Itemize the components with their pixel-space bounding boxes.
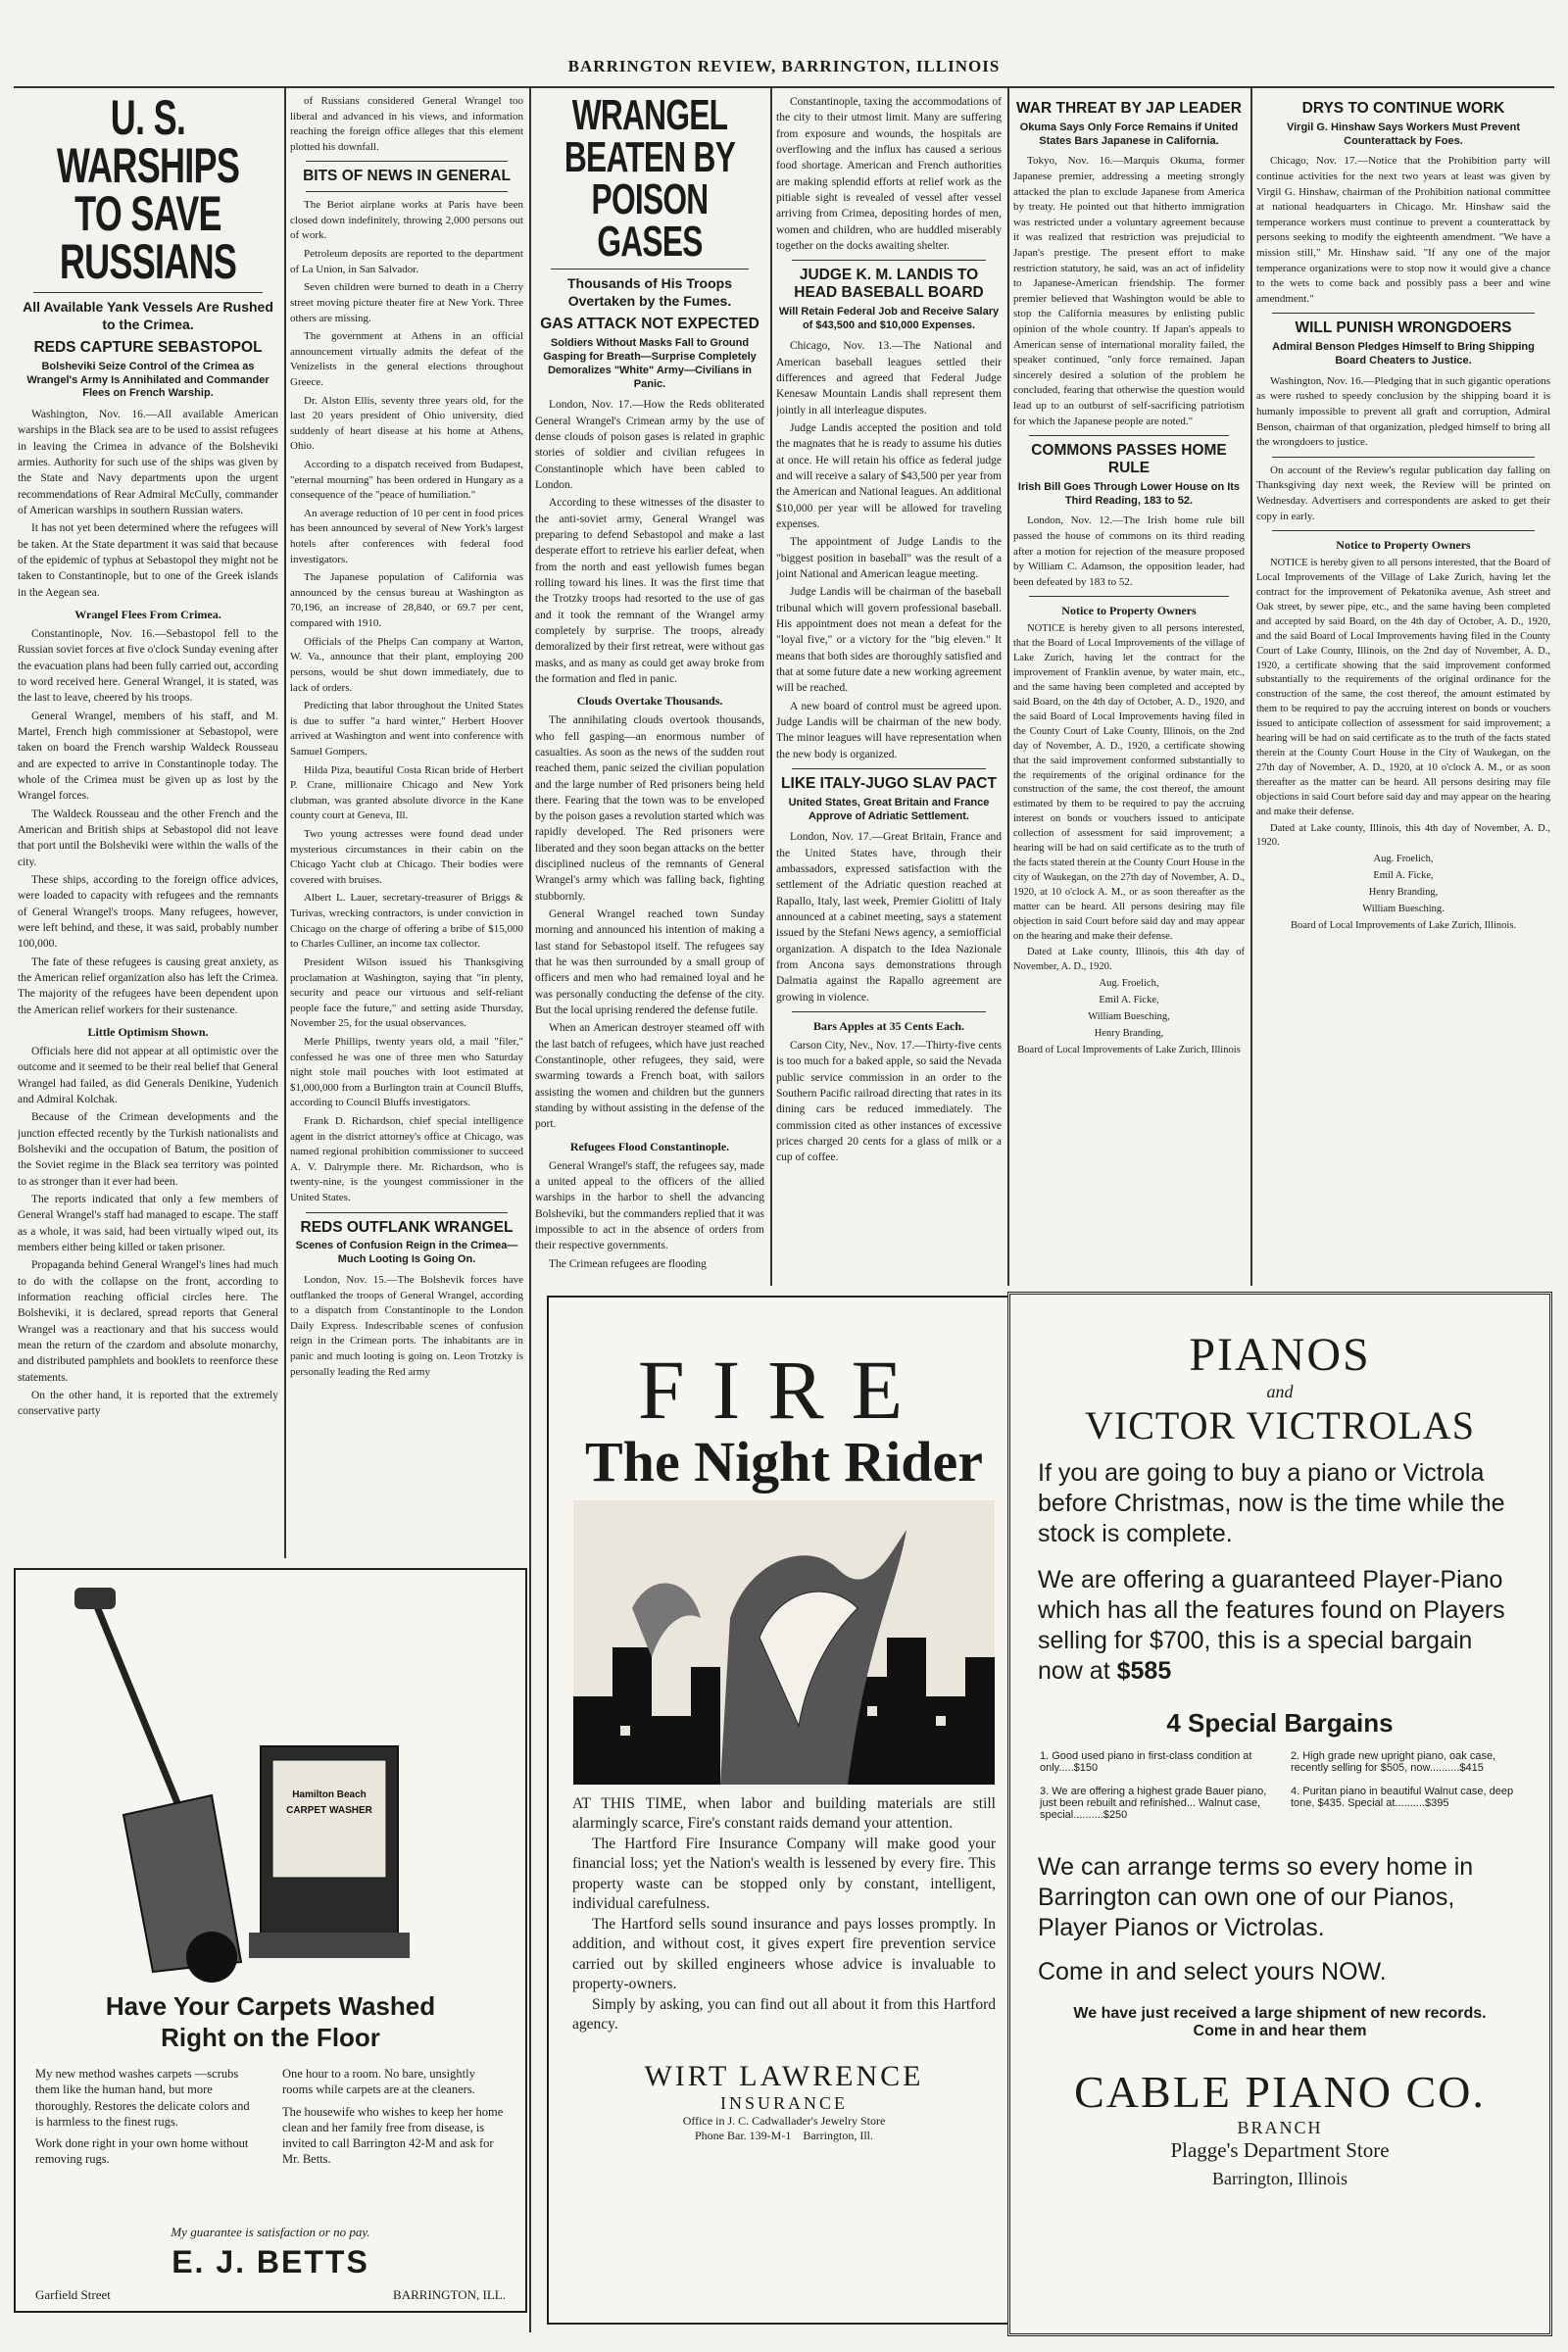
paragraph: The fate of these refugees is causing great anxiety, as the American relief organization also has left the Crimea. The majority of the refugees have been dependent upon the American relief workers for their sustenance. [18, 956, 278, 1016]
carpet-address-left: Garfield Street [35, 2287, 111, 2302]
column-2 [290, 94, 523, 1564]
paragraph: Carson City, Nev., Nov. 17.—Thirty-five cents is too much for a baked apple, so said the Nevada public service commission in an order to the Southern Pacific railroad directing that rates in its dining cars be reduced immediately. The commission cited as other instances of excessive prices charged 20 cents for a glass of milk or a cup of coffee. [776, 1039, 1002, 1164]
paragraph: Constantinople, Nov. 16.—Sebastopol fell to the Russian soviet forces at five o'clock Sunday evening after the evacuation plans had been fully carried out, according to word received here. General Wrangel, it is stated, was the last to leave, cheered by his troops. [18, 628, 278, 705]
paragraph: Propaganda behind General Wrangel's lines had much to do with the collapse on the front, according to information reaching official circles here. The Bolsheviki, it is declared, spread reports that General Wrangel was a reactionary and that his success would mean the return of the czardom and absolute monarchy, and distributed pamphlets and booklets to reenforce these statements. [18, 1259, 278, 1384]
divider [306, 191, 508, 192]
headline-landis: JUDGE K. M. LANDIS TO HEAD BASEBALL BOARD [794, 267, 984, 302]
paragraph: The appointment of Judge Landis to the "biggest position in baseball" was the result of a joint National and American league meeting. [776, 536, 1002, 580]
news-item: Officials of the Phelps Can company at Warton, W. Va., announce that their plant, employing 200 persons, would be shut down immediately, due to lack of orders. [290, 635, 523, 694]
signers-list [1013, 977, 1245, 1042]
divider [1272, 530, 1535, 531]
bargain-heading: 4 Special Bargains [1166, 1708, 1394, 1738]
column-6 [1256, 94, 1550, 1280]
subhead-reds-capture: REDS CAPTURE SEBASTOPOL [33, 339, 263, 356]
column-rule-3 [770, 88, 772, 1286]
deck: Admiral Benson Pledges Himself to Bring Shipping Board Cheaters to Justice. [1272, 341, 1535, 367]
news-item: Dr. Alston Ellis, seventy three years old, for the last 20 years president of Ohio university, died suddenly of heart disease at his home at Athens, Ohio. [290, 394, 523, 453]
signer: Aug. Froelich, [1373, 854, 1434, 865]
subhead: Clouds Overtake Thousands. [576, 694, 723, 709]
heading-bits-of-news: BITS OF NEWS IN GENERAL [303, 168, 511, 185]
news-item: Merle Phillips, twenty years old, a mail "filer," confessed he was one of three men who Saturday night stole mail pouches with loot estimated at $1,000,000 from a Burlington train at Council Bluffs, according to Council Bluffs investigators. [290, 1035, 523, 1109]
piano-victrola-title: VICTOR VICTROLAS [1085, 1403, 1475, 1447]
column-rule-4 [1007, 88, 1009, 1286]
signer: Henry Branding, [1094, 1027, 1164, 1039]
paragraph: General Wrangel, members of his staff, and M. Martel, French high commissioner at Sebastopol, were taken on board the French warship Waldeck Rousseau and are expected to arrive in Constantinople today. The whole of the Crimea must be given up as lost by the Wrangel forces. [18, 710, 278, 803]
carpet-text: My new method washes carpets —scrubs them like the human hand, but more thoroughly. Restores the delicate colors and is harmless to the finest rugs. [35, 2067, 250, 2129]
paragraph: Chicago, Nov. 17.—Notice that the Prohibition party will continue activities for the next two years at least was given by Virgil G. Hinshaw, chairman of the Prohibition national committee at national headquarters in Chicago. Mr. Hinshaw said the temperance workers must continue to prevent a counterattack by persons seeking to modify the eighteenth amendment. "We have a mission still," Mr. Hinshaw said. "If any one of the major temperance organizations were to stop now it would give a chance to the wets to come back and possibly pass a beer and wine amendment." [1256, 155, 1550, 305]
divider [792, 768, 986, 769]
paragraph: London, Nov. 17.—Great Britain, France and the United States have, through their ambassadors, expressed satisfaction with the settlement of the Adriatic question reached at Rapallo, Italy, last week, Premier Giolitti of Italy announced at a cabinet meeting, says a statement issued by the Stefani News agency, a semiofficial organization. A dispatch to the Idea Nazionale from Ancona says demonstrations through Dalmatia against the Rapallo agreement are growing in violence. [776, 831, 1002, 1004]
paragraph: Washington, Nov. 16.—Pledging that in such gigantic operations as were rushed to speedy conclusion by the shipping board it is humanly impossible to prevent all graft and corruption, Admiral Benson, chairman of that organization, pledged himself to bring all the wrongdoers to justice. [1256, 374, 1550, 449]
product-label: Hamilton Beach [292, 1789, 367, 1800]
product-label-2: CARPET WASHER [286, 1805, 372, 1816]
fire-phone: Phone Bar. 139-M-1 [695, 2129, 792, 2143]
news-item: President Wilson issued his Thanksgiving proclamation at Washington, saying that "in plenty, security and peace our virtuous and self-reliant people face the future," and setting aside Thursday, November 25, for the usual observances. [290, 956, 523, 1030]
bargain-list [1010, 1739, 1549, 1835]
paragraph: When an American destroyer steamed off with the last batch of refugees, which have just reached Constantinople, other refugees, they said, were swarming towards a French boat, with sailors assisting the women and children but the gunners standing by without assisting in the defense of the port. [535, 1022, 764, 1131]
news-item: Hilda Piza, beautiful Costa Rican bride of Herbert P. Crane, millionaire Chicago and New York clubman, was granted absolute divorce in the Kane county court at Geneva, Ill. [290, 763, 523, 822]
column-1 [18, 94, 278, 1564]
bargain-item: 3. We are offering a highest grade Bauer piano, just been rebuilt and refinished... Walnut case, special..........$250 [1040, 1786, 1267, 1821]
paragraph: London, Nov. 17.—How the Reds obliterated General Wrangel's Crimean army by the use of dense clouds of poison gases is related in graphic stories of soldier and civilian refugees in Constantinople which have been cabled to London. [535, 399, 764, 491]
paragraph: London, Nov. 15.—The Bolshevik forces have outflanked the troops of General Wrangel, according to a dispatch from Constantinople to the London Daily Express. Indescribable scenes of confusion reign in the Crimean ports. The inhabitants are in panic and much looting is going on. Leon Trotzky is personally leading the Red army [290, 1273, 523, 1378]
fire-text: Simply by asking, you can find out all about it from this Hartford agency. [572, 1995, 996, 2033]
news-item: The Japanese population of California was announced by the census bureau at Washington as 70,196, an increase of 28,840, or 69.7 per cent, compared with 1910. [290, 571, 523, 630]
deck: Irish Bill Goes Through Lower House on Its Third Reading, 183 to 52. [1017, 480, 1241, 507]
piano-text: If you are going to buy a piano or Victrola before Christmas, now is the time while the stock is complete. [1038, 1459, 1505, 1547]
signer: Emil A. Ficke, [1099, 995, 1159, 1006]
piano-store: Plagge's Department Store [1170, 2138, 1390, 2162]
column-3 [535, 94, 764, 1290]
piano-company: CABLE PIANO CO. [1074, 2067, 1486, 2117]
fire-text: AT THIS TIME, when labor and building materials are still alarmingly scarce, Fire's constant raids demand your attention. [572, 1795, 996, 1833]
divider [551, 269, 749, 270]
deck: Okuma Says Only Force Remains if United States Bars Japanese in California. [1019, 121, 1239, 147]
paragraph: It has not yet been determined where the refugees will be taken. At the State department it was said that because of the epidemic of typhus at Sebastopol they might not be taken to Constantinople, but to one of the Greek islands in the Aegean sea. [18, 522, 278, 599]
headline-wrangel-beaten: WRANGEL BEATEN BY POISON GASES [564, 94, 736, 267]
carpet-address-right: BARRINGTON, ILL. [393, 2287, 506, 2302]
subhead-gas-attack: GAS ATTACK NOT EXPECTED [540, 316, 760, 333]
carpet-washer-ad [14, 1568, 527, 2313]
headline-warships: U. S. WARSHIPS TO SAVE RUSSIANS [56, 94, 240, 289]
piano-offer: We are offering a guaranteed Player-Piano which has all the features found on Players selling for $700, this is a special bargain now at [1038, 1566, 1505, 1685]
notice-title: Notice to Property Owners [1336, 538, 1471, 553]
fire-title: FIRE [637, 1343, 931, 1437]
divider [1029, 596, 1229, 597]
signer: William Buesching, [1088, 1011, 1170, 1023]
fire-subtitle: The Night Rider [585, 1430, 983, 1494]
piano-title: PIANOS [1189, 1329, 1371, 1381]
notice-text: NOTICE is hereby given to all persons interested, that the Board of Local Improvements of the Village of Lake Zurich, having let the contract for the improvement of Pekatonika avenue, Ash street and Oak street, by sewer pipe, etc., and the same having been completed and accepted by said Board, on the 4th day of October, A. D., 1920, and the said Board of Local Improvements having filed in the County Court of Lake County, Illinois, on the 2nd day of November, A. D., 1920, a certificate showing that the said improvement conformed substantially to the requirements of the original ordinance for the construction of the same, the cost thereof, the amount estimated by them to be required to pay the accruing interest on bonds or vouchers issued to anticipate collection of assessment for said improvement; a hearing will be had on said certificate as to the truth of the facts stated therein at the County Court House in the City of Waukegan, on the 27th day of November, A. D., 1920, at 10 o'clock A. M., or as soon thereafter as the matter can be heard. All persons desiring may file objections in said Court before said day and may appear on the hearing and make their defense. [1256, 558, 1550, 817]
subhead: Refugees Flood Constantinople. [569, 1139, 730, 1153]
divider [792, 260, 986, 261]
fire-illustration [573, 1500, 995, 1785]
paragraph: General Wrangel reached town Sunday morning and announced his intention of making a last stand for Sebastopol itself. The refugees say that he was then surrounded by a small group of officers and men who had remained loyal and he was personally conducting the defense of the city. But the local uprising rendered the defense futile. [535, 908, 764, 1017]
paragraph: The Crimean refugees are flooding [549, 1257, 707, 1270]
divider [306, 1212, 508, 1213]
signer: Henry Branding, [1368, 887, 1439, 899]
divider [1029, 435, 1229, 436]
paragraph: These ships, according to the foreign office advices, were loaded to capacity with refugees and the remnants of General Wrangel's troops. Many refugees, however, were left behind, and these, it was said, probably number 100,000. [18, 873, 278, 951]
column-5 [1013, 94, 1245, 1280]
divider [792, 1011, 986, 1012]
deck: Scenes of Confusion Reign in the Crimea—Much Looting Is Going On. [295, 1240, 518, 1266]
news-item: Predicting that labor throughout the United States is due to suffer "a hard winter," Herbert Hoover arrived at Washington and went into conference with Samuel Gompers. [290, 700, 523, 758]
piano-text [1010, 1565, 1549, 1687]
news-item: The Beriot airplane works at Paris have been closed down indefinitely, throwing 2,000 persons out of work. [290, 199, 523, 242]
paragraph: London, Nov. 12.—The Irish home rule bill passed the house of commons on its third reading after a motion for rejection of the measure proposed by William C. Adamson, the opposition leader, had been defeated by 183 to 52. [1013, 514, 1245, 588]
carpet-name: E. J. BETTS [172, 2244, 369, 2279]
fire-insurance-label: INSURANCE [719, 2093, 848, 2114]
column-4 [776, 94, 1002, 1290]
paragraph: Constantinople, taxing the accommodations of the city to their utmost limit. Many are suffering from exposure and wounds, the hospitals are overflowing and the influx has caused a serious food shortage. American and French authorities are making splendid efforts at relief work as the pitiable sight is revealed of vessel after vessel arriving from Crimea, depositing hordes of men, women and children, who are huddled miserably together on the docks awaiting shelter. [776, 96, 1002, 252]
subhead: Wrangel Flees From Crimea. [74, 608, 221, 621]
piano-text: Come in and select yours NOW. [1038, 1958, 1387, 1985]
paragraph: Chicago, Nov. 13.—The National and American baseball leagues settled their differences and agreed that Federal Judge Kenesaw Mountain Landis shall represent them jointly in all interleague disputes. [776, 340, 1002, 416]
masthead: BARRINGTON REVIEW, BARRINGTON, ILLINOIS [567, 57, 1001, 75]
divider [33, 292, 263, 293]
paragraph: Because of the Crimean developments and the junction effected recently by the Turkish nationalists and Bolsheviki and the occupation of Batum, the position of the Soviet regime in the Black sea territory was pointed to as stronger than it ever had been. [18, 1111, 278, 1188]
news-item: Two young actresses were found dead under mysterious circumstances in their cabin on the Chicago Yacht club at Chicago. Their bodies were covered with bruises. [290, 828, 523, 886]
news-item: Albert L. Lauer, secretary-treasurer of Briggs & Turivas, wrecking contractors, is under conviction in Chicago on the charge of offering a bribe of $15,000 to Charles Culliner, an income tax collector. [290, 892, 523, 951]
subhead: Bars Apples at 35 Cents Each. [812, 1018, 964, 1033]
signer: William Buesching. [1362, 904, 1445, 915]
piano-branch: BRANCH [1237, 2118, 1323, 2137]
piano-ad [1007, 1292, 1552, 2336]
signers-list [1256, 853, 1550, 917]
news-item: Frank D. Richardson, chief special intelligence agent in the district attorney's office at Chicago, was named regional prohibition commissioner to succeed A. V. Dalrymple there. Mr. Richardson, who is twenty-nine, is the youngest commissioner in the United States. [290, 1114, 523, 1204]
headline-italy-jugo-slav: LIKE ITALY-JUGO SLAV PACT [781, 774, 997, 792]
divider [306, 161, 508, 162]
carpet-text: One hour to a room. No bare, unsightly rooms while carpets are at the cleaners. [282, 2067, 475, 2097]
column-rule-2 [529, 88, 531, 2332]
deck: United States, Great Britain and France Approve of Adriatic Settlement. [788, 796, 990, 822]
deck: Thousands of His Troops Overtaken by the Fumes. [566, 275, 732, 309]
bargain-item: 1. Good used piano in first-class condition at only.....$150 [1040, 1750, 1252, 1774]
paragraph: A new board of control must be agreed upon. Judge Landis will be chairman of the new body. The minor leagues will have representation when the new body is organized. [776, 700, 1002, 760]
paragraph: On account of the Review's regular publication day falling on Thanksgiving day next week, the Review will be printed on Wednesday. Advertisers and correspondents are asked to get their copy in early. [1256, 464, 1550, 522]
news-item: The government at Athens in an official announcement virtually admits the defeat of the Venizelists in the general elections throughout Greece. [290, 330, 523, 388]
deck: All Available Yank Vessels Are Rushed to the Crimea. [23, 299, 273, 332]
news-items-list [290, 198, 523, 1205]
column-rule-5 [1250, 88, 1252, 1286]
paragraph: The reports indicated that only a few members of General Wrangel's staff had managed to escape. The staff as a whole, it was said, had been virtually wiped out, its members either being killed or taken prisoner. [18, 1193, 278, 1253]
paragraph: According to these witnesses of the disaster to the anti-soviet army, General Wrangel was preparing to defend Sebastopol and make a last desperate effort to retrieve his earlier defeat, when from the north and east yellowish fumes began rolling toward his lines. It was the first time that the Trotzky troops had resorted to the use of gas and it took the remnant of the Wrangel army completely by surprise. The troops, already demoralized by their first retreat, were without gas masks, and as many as could get away broke from the formation and fled in panic. [535, 497, 764, 685]
notice-board: Board of Local Improvements of Lake Zurich, Illinois [1017, 1044, 1241, 1055]
divider [1272, 313, 1535, 314]
paragraph: On the other hand, it is reported that the extremely conservative party [18, 1389, 278, 1418]
notice-dated: Dated at Lake county, Illinois, this 4th day of November, A. D., 1920. [1013, 947, 1245, 973]
news-item: According to a dispatch received from Budapest, "eternal mourning" has been ordered in Hungary as a consequence of the "peace of humiliation." [290, 459, 523, 502]
carpet-guarantee: My guarantee is satisfaction or no pay. [171, 2225, 370, 2239]
piano-town: Barrington, Illinois [1212, 2169, 1348, 2188]
fire-text: The Hartford Fire Insurance Company will make good your financial loss; yet the Nation's wealth is lessened by every fire. This property waste can be stopped only by constant, intelligent, individual carefulness. [572, 1835, 996, 1913]
fire-insurance-ad [547, 1296, 1021, 2325]
carpet-headline-1: Have Your Carpets Washed [105, 1991, 436, 2021]
news-item: Seven children were burned to death in a Cherry street moving picture theater fire at New York. Three others are missing. [290, 281, 523, 324]
subdeck: Bolsheviki Seize Control of the Crimea as Wrangel's Army Is Annihilated and Commander Flees on French Warship. [26, 360, 270, 400]
notice-board: Board of Local Improvements of Lake Zurich, Illinois. [1290, 919, 1517, 931]
signer: Emil A. Ficke, [1373, 870, 1434, 882]
paragraph: Officials here did not appear at all optimistic over the outcome and it seemed to be their real belief that General Wrangel had failed, as did Generals Denikine, Yudenich and Admiral Kolchak. [18, 1045, 278, 1105]
headline-war-threat: WAR THREAT BY JAP LEADER [1016, 100, 1242, 117]
paragraph: General Wrangel's staff, the refugees say, made a united appeal to the officers of the allied warships in the harbor to shell the advancing Bolsheviki, but the commanders replied that it was impossible to act in the absence of orders from their respective governments. [535, 1159, 764, 1252]
news-item: Petroleum deposits are reported to the department of La Union, in San Salvador. [290, 248, 523, 275]
paragraph: Washington, Nov. 16.—All available American warships in the Black sea are to be used to assist refugees in leaving the Crimea in advance of the Bolsheviki armies. Authority for such use of the ships was given by the State and Navy departments upon the urgent recommendations of Rear Admiral McCully, commander of American warships in southern Russian waters. [18, 409, 278, 517]
carpet-headline-2: Right on the Floor [161, 2023, 380, 2052]
fire-agent: WIRT LAWRENCE [644, 2060, 924, 2093]
headline-drys: DRYS TO CONTINUE WORK [1301, 100, 1505, 117]
deck: Virgil G. Hinshaw Says Workers Must Prevent Counterattack by Foes. [1286, 121, 1520, 147]
subdeck: Soldiers Without Masks Fall to Ground Gasping for Breath—Surprise Completely Demoralizes "White" Army—Civilians in Panic. [543, 337, 757, 390]
column-rule-1 [284, 88, 286, 1558]
piano-and: and [1266, 1382, 1294, 1401]
paragraph: Judge Landis accepted the position and told the magnates that he is ready to assume his duties at once. He will retain his office as federal judge and will receive a salary of $43,500 per year from the American and National leagues. An additional $10,000 per year will be allowed for traveling expenses. [776, 422, 1002, 531]
top-rule [14, 86, 1554, 88]
subhead: Little Optimism Shown. [87, 1024, 209, 1039]
piano-price: $585 [1116, 1657, 1172, 1685]
piano-records: We have just received a large shipment of new records. Come in and hear them [1073, 2005, 1487, 2039]
paragraph: Tokyo, Nov. 16.—Marquis Okuma, former Japanese premier, addressing a meeting strongly attacked the plan to exclude Japanese from America by treaty. He pointed out that hitherto immigration was restricted under a voluntary agreement because it was realized that restriction was prejudicial to Japan's prestige. The present effort to make restriction statutory, he said, was an act of infidelity to Japanese-American friendship. The former premier believed that Washington would be able to stop the California measures by enlisting public opinion of the whole country. If Japan's appeals to American sense of international morality failed, the speaker continued, "only force remained. Japan sincerely desired a solution of the problem he concluded, fearing that otherwise the question would lead up to an outburst of self-sacrificing patriotism for which the Japanese people are noted." [1013, 155, 1245, 427]
notice-dated: Dated at Lake county, Illinois, this 4th day of November, A. D., 1920. [1256, 822, 1550, 849]
carpet-washer-illustration [16, 1570, 525, 1991]
news-item: An average reduction of 10 per cent in food prices has been announced by several of New York's largest hotels after conferences with federal food investigators. [290, 507, 523, 565]
heading-reds-outflank: REDS OUTFLANK WRANGEL [300, 1218, 514, 1236]
paragraph: Judge Landis will be chairman of the baseball tribunal which will govern professional baseball. His appointment does not mean a defeat for the "loyal five," or a victory for the "big eleven." It means that both sides are thoroughly satisfied and that at some future date a new working agreement will be reached. [776, 586, 1002, 695]
paragraph: of Russians considered General Wrangel too liberal and advanced in his views, and information reaching the foreign office alleges that this element plotted his downfall. [290, 95, 523, 153]
carpet-text: The housewife who wishes to keep her home clean and her family free from disease, is invited to call Barrington 42-M and ask for Mr. Betts. [282, 2104, 504, 2167]
bargain-item: 4. Puritan piano in beautiful Walnut case, deep tone, $435. Special at..........$395 [1291, 1786, 1514, 1809]
carpet-text: Work done right in your own home without removing rugs. [35, 2136, 249, 2167]
signer: Aug. Froelich, [1099, 978, 1159, 990]
headline-commons-home-rule: COMMONS PASSES HOME RULE [1031, 442, 1227, 477]
paragraph: The Waldeck Rousseau and the other French and the American and British ships at Sebastopol did not leave that port until the Bolsheviki were within the walls of the city. [18, 808, 278, 868]
fire-town: Barrington, Ill. [803, 2129, 873, 2143]
fire-office: Office in J. C. Cadwallader's Jewelry Store [682, 2114, 886, 2129]
headline-punish-wrongdoers: WILL PUNISH WRONGDOERS [1295, 319, 1512, 337]
deck: Will Retain Federal Job and Receive Salary of $43,500 and $10,000 Expenses. [778, 305, 1000, 331]
notice-title: Notice to Property Owners [1061, 604, 1197, 618]
fire-text: The Hartford sells sound insurance and pays losses promptly. In addition, and without cost, it gives expert fire prevention service carried out by skilled engineers whose advice is invaluable to property-owners. [572, 1915, 996, 1993]
paragraph: The annihilating clouds overtook thousands, who fell gasping—an enormous number of casualties. As soon as the news of the sudden rout reached them, panic seized the civilian population and the large number of Red prisoners being held there. Fearing that the town was to be enveloped by the poison gases a revolution started which was rapidly developed. The Red prisoners were liberated and they soon began attacks on the better disciplined nucleus of the remnants of General Wrangel's army which was falling back, fighting stubbornly. [535, 714, 764, 903]
divider [1272, 457, 1535, 458]
bargain-item: 2. High grade new upright piano, oak case, recently selling for $505, now..........$415 [1291, 1750, 1496, 1774]
piano-text: We can arrange terms so every home in Barrington can own one of our Pianos, Player Pianos or Victrolas. [1038, 1853, 1474, 1941]
notice-text: NOTICE is hereby given to all persons interested, that the Board of Local Improvements of the village of Lake Zurich, having let the contract for the improvement of Franklin avenue, by water main, etc., and the same having been completed and accepted by said Board, on the 4th day of October, A. D., 1920, and the said Board of Local Improvements having filed in the County Court of Lake County, Illinois, on the 2nd day of November, A. D., 1920, a certificate showing that the said improvement conformed substantially to the requirements of the original ordinance for the construction of the same, the cost thereof, the amount estimated by them to be required to pay the accruing interest on bonds or vouchers issued to anticipate collection of assessment for said improvement; a hearing will be had on said certificate as to the truth of the facts stated therein at the County Court House in the city of Waukegan, on the 27th day of November, A. D., 1920, at 10 o'clock A. M., or as soon thereafter as the matter can be heard. All persons desiring may file objection in said Court before said day and may appear on the hearing and make their defense. [1013, 623, 1245, 942]
